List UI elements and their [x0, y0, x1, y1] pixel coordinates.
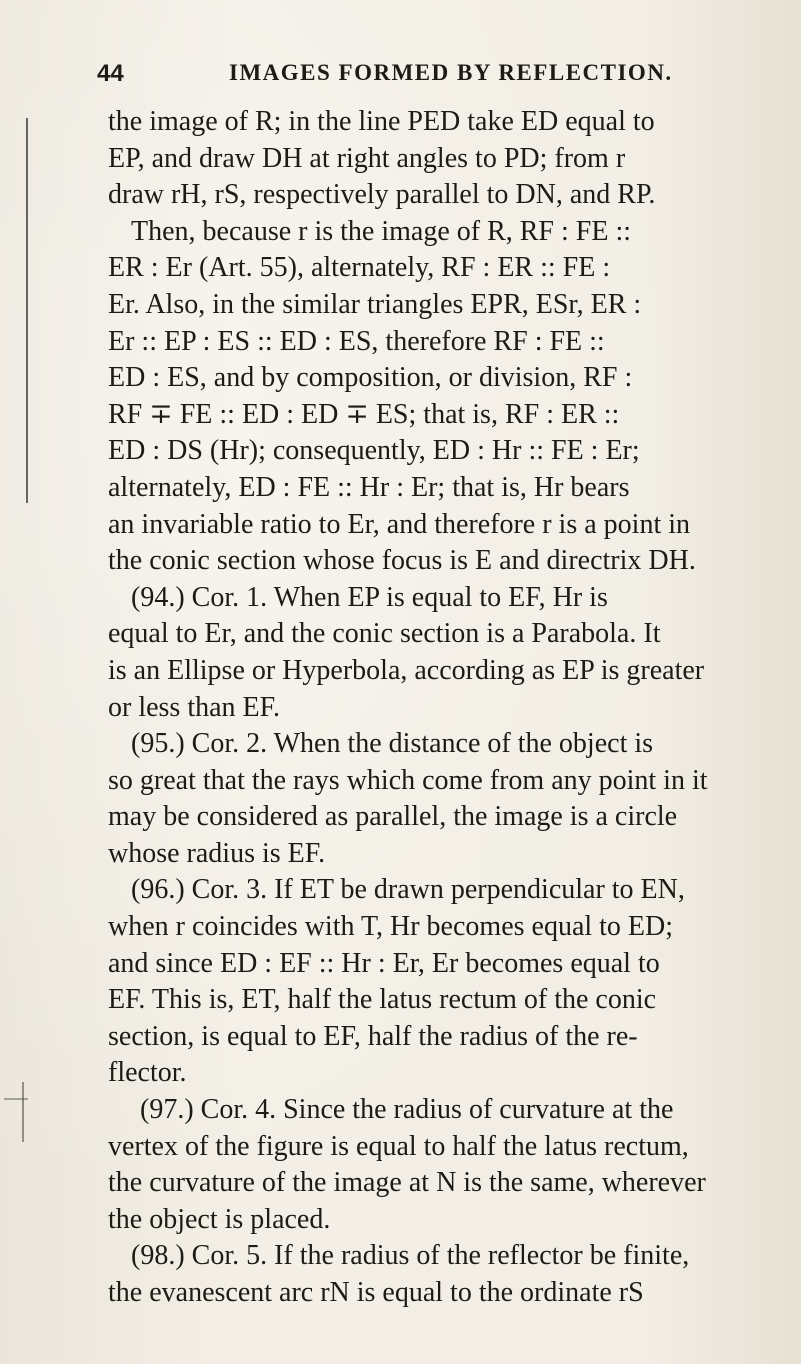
text-line: the object is placed.	[108, 1203, 331, 1235]
text-line: the conic section whose focus is E and directrix DH.	[108, 545, 696, 577]
text-line: ER : Er (Art. 55), alternately, RF : ER :: FE :	[108, 252, 611, 284]
text-line: draw rH, rS, respectively parallel to DN, and RP.	[108, 179, 656, 211]
text-line: flector.	[108, 1057, 187, 1089]
page-header	[97, 60, 737, 94]
text-line: may be considered as parallel, the image is a circle	[108, 801, 678, 833]
text-line: or less than EF.	[108, 691, 280, 723]
text-line: the evanescent arc rN is equal to the ordinate rS	[108, 1277, 644, 1308]
text-line: Er :: EP : ES :: ED : ES, therefore RF : FE ::	[108, 325, 605, 357]
text-line: an invariable ratio to Er, and therefore r is a point in	[108, 508, 690, 540]
text-line: ED : ES, and by composition, or division, RF :	[108, 362, 633, 394]
text-line: so great that the rays which come from any point in it	[108, 764, 708, 796]
text-line: EP, and draw DH at right angles to PD; from r	[108, 142, 626, 174]
text-line: section, is equal to EF, half the radius of the re-	[108, 1020, 638, 1052]
running-title: IMAGES FORMED BY REFLECTION.	[229, 60, 673, 85]
text-line: (95.) Cor. 2. When the distance of the object is	[131, 728, 654, 760]
page-number: 44	[97, 60, 124, 87]
text-line: EF. This is, ET, half the latus rectum of the conic	[108, 984, 657, 1016]
text-line: vertex of the figure is equal to half the latus rectum,	[108, 1130, 689, 1162]
text-line: is an Ellipse or Hyperbola, according as EP is greater	[108, 654, 705, 686]
text-line: (94.) Cor. 1. When EP is equal to EF, Hr is	[131, 581, 608, 613]
body-text	[108, 104, 778, 1312]
text-line: RF ∓ FE :: ED : ED ∓ ES; that is, RF : ER ::	[108, 398, 620, 430]
text-line: and since ED : EF :: Hr : Er, Er becomes equal to	[108, 947, 660, 979]
margin-rule-lower	[22, 1082, 24, 1142]
margin-rule	[26, 118, 28, 503]
text-line: equal to Er, and the conic section is a Parabola. It	[108, 618, 661, 650]
text-line: the image of R; in the line PED take ED equal to	[108, 106, 655, 137]
text-line: (97.) Cor. 4. Since the radius of curvature at the	[140, 1094, 674, 1126]
margin-tick	[4, 1098, 28, 1100]
text-line: Er. Also, in the similar triangles EPR, ESr, ER :	[108, 288, 642, 320]
text-line: (98.) Cor. 5. If the radius of the reflector be finite,	[131, 1240, 690, 1272]
text-line: whose radius is EF.	[108, 837, 326, 869]
text-line: ED : DS (Hr); consequently, ED : Hr :: FE : Er;	[108, 435, 640, 467]
text-line: Then, because r is the image of R, RF : FE ::	[131, 215, 632, 247]
text-line: the curvature of the image at N is the same, wherever	[108, 1167, 706, 1199]
text-line: when r coincides with T, Hr becomes equal to ED;	[108, 911, 674, 943]
text-line: alternately, ED : FE :: Hr : Er; that is, Hr bears	[108, 471, 630, 503]
text-line: (96.) Cor. 3. If ET be drawn perpendicular to EN,	[131, 874, 685, 906]
